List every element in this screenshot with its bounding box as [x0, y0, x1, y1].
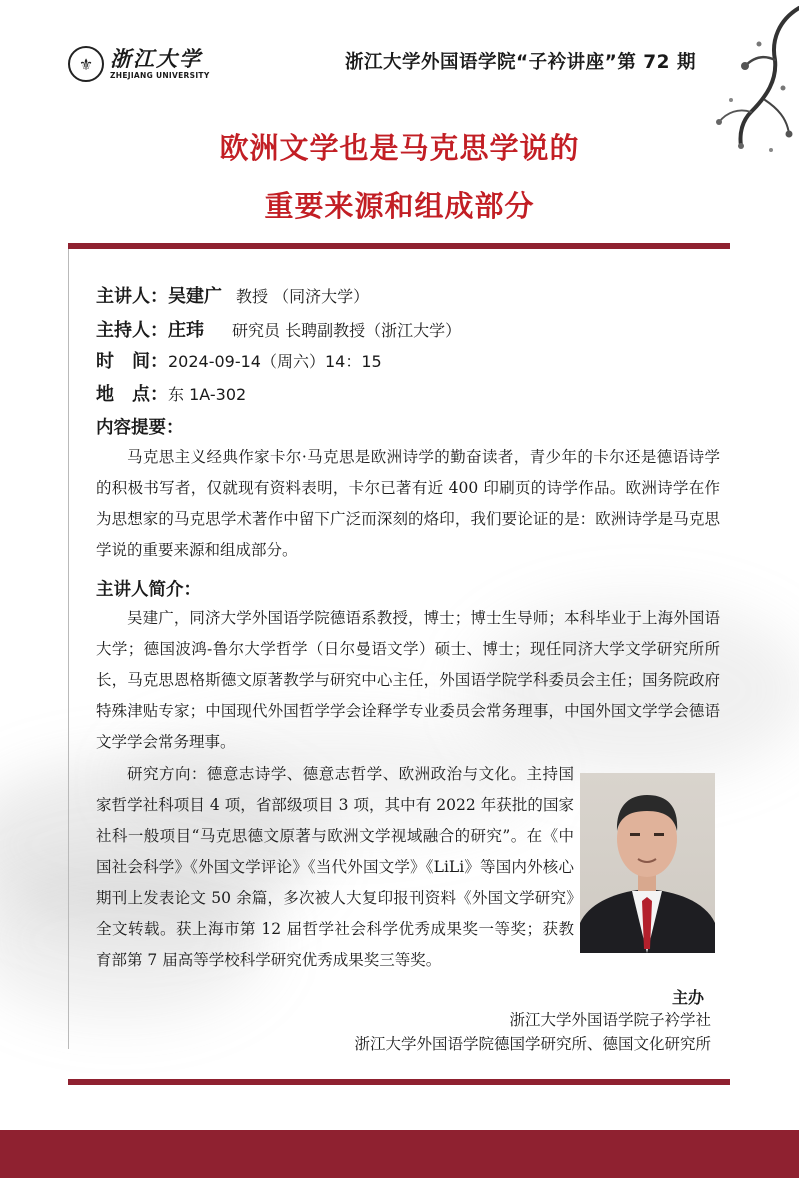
- bio-paragraph-2: 研究方向：德意志诗学、德意志哲学、欧洲政治与文化。主持国家哲学社科项目 4 项，省部级项目 3 项，其中有 2022 年获批的国家社科一般项目“马克思德文原著与欧洲文学视域融合的研究”。在《中国社会科学》《外国文学评论》《当代外国文学》《LiLi》等国内外核心期刊上发表论文 50 余篇，多次被人大复印报刊资料《外国文学研究》全文转载。获上海市第 12 届哲学社会科学优秀成果奖一等奖；获教育部第 7 届高等学校科学研究优秀成果奖三等奖。: [96, 765, 574, 969]
- time-label: 时 间：: [96, 351, 168, 372]
- speaker-detail: 教授 （同济大学）: [236, 287, 370, 306]
- organizer-line-1: 浙江大学外国语学院子衿学社: [509, 1011, 711, 1029]
- university-seal-icon: ⚜: [68, 46, 104, 82]
- university-logo: [68, 46, 210, 82]
- time-line: [96, 347, 382, 373]
- place-label: 地 点：: [96, 384, 168, 405]
- host-name: 庄玮: [168, 320, 204, 341]
- speaker-portrait-icon: [580, 773, 715, 953]
- speaker-line: [96, 282, 369, 308]
- host-detail: 研究员 长聘副教授（浙江大学）: [232, 321, 462, 340]
- organizer-line-2: 浙江大学外国语学院德国学研究所、德国文化研究所: [354, 1035, 711, 1053]
- left-border-line: [68, 249, 69, 1049]
- time-value: 2024-09-14（周六）14：15: [168, 352, 382, 371]
- speaker-label: 主讲人：: [96, 286, 168, 307]
- place-line: [96, 380, 246, 406]
- logo-english-name: ZHEJIANG UNIVERSITY: [110, 71, 210, 80]
- footer-band: [0, 1130, 799, 1178]
- speaker-name: 吴建广: [168, 286, 222, 307]
- organizer-heading: 主办: [672, 988, 705, 1007]
- place-value: 东 1A-302: [168, 385, 247, 404]
- host-line: [96, 316, 461, 342]
- bio-paragraph-1: 吴建广，同济大学外国语学院德语系教授，博士；博士生导师；本科毕业于上海外国语大学；德国波鸿-鲁尔大学哲学（日尔曼语文学）硕士、博士；现任同济大学文学研究所所长，马克思恩格斯德文原著教学与研究中心主任，外国语学院学科委员会主任；国务院政府特殊津贴专家；中国现代外国哲学学会诠释学专业委员会常务理事，中国外国文学学会德语文学学会常务理事。: [96, 609, 720, 751]
- abstract-text: 马克思主义经典作家卡尔·马克思是欧洲诗学的勤奋读者，青少年的卡尔还是德语诗学的积极书写者，仅就现有资料表明，卡尔已著有近 400 印刷页的诗学作品。欧洲诗学在作为思想家的马克思学术著作中留下广泛而深刻的烙印，我们要论证的是：欧洲诗学是马克思学说的重要来源和组成部分。: [96, 448, 720, 559]
- bottom-divider: [68, 1079, 730, 1085]
- host-label: 主持人：: [96, 320, 168, 341]
- lecture-title-line-2: 重要来源和组成部分: [264, 189, 535, 223]
- bio-heading: 主讲人简介：: [96, 580, 201, 600]
- lecture-series-title: 浙江大学外国语学院“子衿讲座”第 72 期: [345, 52, 696, 73]
- top-divider: [68, 243, 730, 249]
- speaker-photo: [580, 773, 715, 953]
- logo-chinese-name: 浙江大学: [110, 46, 202, 71]
- abstract-heading: 内容提要：: [96, 418, 184, 438]
- lecture-title-line-1: 欧洲文学也是马克思学说的: [219, 131, 580, 165]
